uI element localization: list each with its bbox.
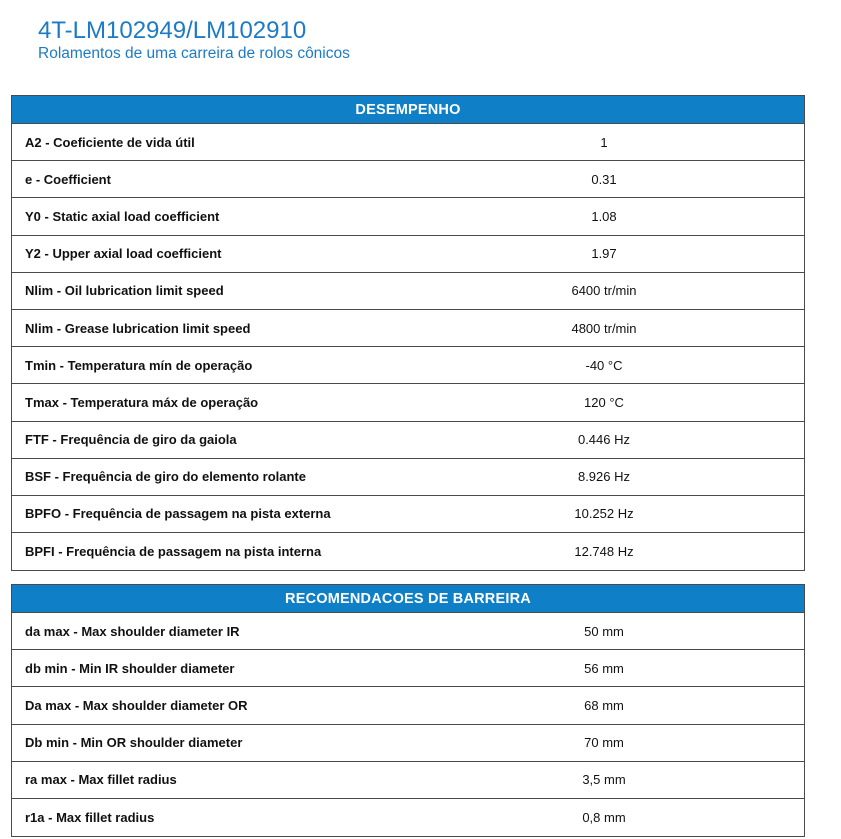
table-row [12,725,804,762]
row-value: 70 mm [584,735,624,751]
row-label: BSF - Frequência de giro do elemento rolante [25,469,306,485]
row-value: 0.446 Hz [577,432,631,448]
row-label: Y0 - Static axial load coefficient [25,208,220,224]
row-value: 12.748 Hz [574,544,634,560]
table-row [12,762,804,799]
table-row [12,347,804,384]
row-label: db min - Min IR shoulder diameter [25,660,235,676]
product-title: 4T-LM102949/LM102910 [38,17,307,44]
row-value: 3,5 mm [582,772,626,788]
table-row [12,687,804,724]
row-label: Tmax - Temperatura máx de operação [25,394,259,410]
row-label: Nlim - Oil lubrication limit speed [25,283,224,299]
row-value: 4800 tr/min [571,320,637,336]
product-subtitle: Rolamentos de uma carreira de rolos cônicos [38,45,350,62]
row-label: BPFI - Frequência de passagem na pista interna [25,544,322,560]
row-value: -40 °C [585,357,623,373]
row-label: e - Coefficient [25,171,111,187]
table-row [12,236,804,273]
table-row [12,422,804,459]
table-row [12,384,804,421]
row-label: A2 - Coeficiente de vida útil [25,134,195,150]
table-row [12,161,804,198]
row-label: da max - Max shoulder diameter IR [25,623,240,639]
row-value: 120 °C [584,394,624,410]
section-header: RECOMENDACOES DE BARREIRA [12,585,804,613]
row-value: 0.31 [591,171,617,187]
row-value: 50 mm [584,623,624,639]
section-desempenho [11,95,805,571]
table-row [12,459,804,496]
row-label: FTF - Frequência de giro da gaiola [25,432,237,448]
row-value: 56 mm [584,660,624,676]
row-value: 10.252 Hz [574,506,634,522]
row-value: 1.08 [591,208,617,224]
table-row [12,198,804,235]
row-label: Db min - Min OR shoulder diameter [25,735,243,751]
row-value: 6400 tr/min [571,283,637,299]
row-value: 1 [600,134,608,150]
row-label: r1a - Max fillet radius [25,810,155,826]
section-header: DESEMPENHO [12,96,804,124]
table-row [12,273,804,310]
table-row [12,650,804,687]
row-label: BPFO - Frequência de passagem na pista externa [25,506,331,522]
table-row [12,613,804,650]
row-label: Y2 - Upper axial load coefficient [25,246,222,262]
table-row [12,310,804,347]
table-row [12,533,804,570]
table-row [12,124,804,161]
table-row [12,496,804,533]
row-value: 1.97 [591,246,617,262]
row-label: Nlim - Grease lubrication limit speed [25,320,251,336]
section-recomendacoes-de-barreira [11,584,805,837]
row-label: Tmin - Temperatura mín de operação [25,357,253,373]
row-value: 68 mm [584,697,624,713]
table-row [12,799,804,836]
row-value: 8.926 Hz [577,469,631,485]
row-label: Da max - Max shoulder diameter OR [25,697,248,713]
row-value: 0,8 mm [582,810,626,826]
row-label: ra max - Max fillet radius [25,772,177,788]
